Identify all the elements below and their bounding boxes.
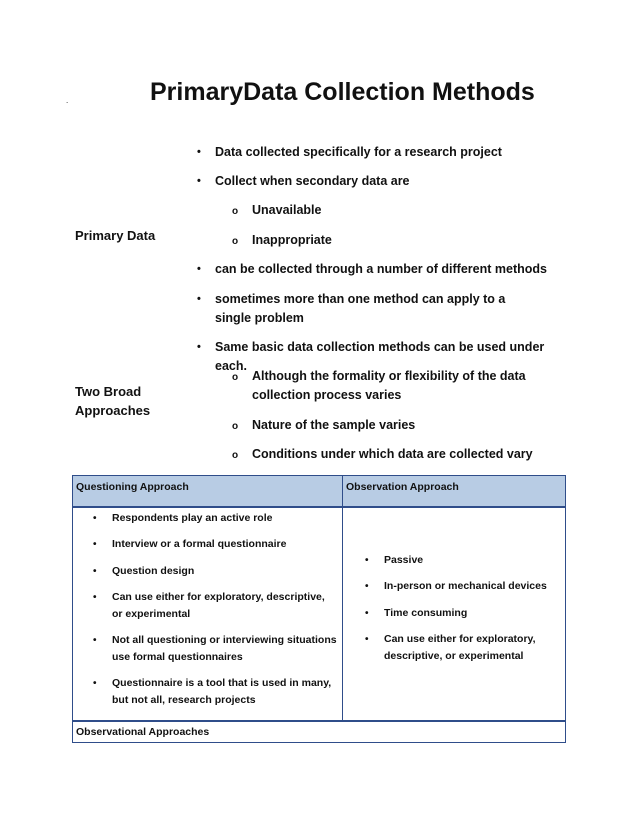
bullet-icon: •: [197, 263, 201, 275]
bullet-icon: •: [93, 678, 97, 689]
table-header-observation: Observation Approach: [343, 476, 565, 508]
table-header-questioning: Questioning Approach: [73, 476, 343, 508]
circle-bullet-icon: o: [232, 372, 239, 383]
bullet-icon: •: [197, 146, 201, 158]
page-title: PrimaryData Collection Methods: [150, 78, 535, 106]
bullet-icon: •: [365, 608, 369, 619]
bullet-icon: •: [197, 293, 201, 305]
bullet-icon: •: [197, 341, 201, 353]
list-item-text: Same basic data collection methods can be used under each.: [215, 340, 545, 373]
observation-column: [343, 508, 565, 720]
table-list-item-text: Question design: [112, 565, 195, 577]
bullet-icon: •: [197, 175, 201, 187]
sub-list-item-text: Inappropriate: [252, 233, 332, 247]
bullet-icon: •: [93, 513, 97, 524]
bullet-icon: •: [93, 635, 97, 646]
table-list-item-text: Time consuming: [384, 607, 468, 619]
list-item-text: Collect when secondary data are: [215, 174, 410, 188]
table-list-item-text: Interview or a formal questionnaire: [112, 538, 287, 550]
bullet-icon: •: [93, 592, 97, 603]
sub-list-item-text: Unavailable: [252, 203, 322, 217]
circle-bullet-icon: o: [232, 236, 239, 247]
circle-bullet-icon: o: [232, 206, 239, 217]
list-item-text: Data collected specifically for a research project: [215, 145, 502, 159]
list-item-text: can be collected through a number of different methods: [215, 262, 547, 276]
circle-bullet-icon: o: [232, 450, 239, 461]
table-list-item-text: Can use either for exploratory, descriptive, or experimental: [112, 591, 325, 620]
table-list-item-text: Not all questioning or interviewing situations use formal questionnaires: [112, 634, 337, 663]
table-list-item-text: In-person or mechanical devices: [384, 580, 547, 592]
bullet-icon: •: [93, 566, 97, 577]
sub-list-item-text: Although the formality or flexibility of the data collection process varies: [252, 369, 526, 402]
table-list-item-text: Respondents play an active role: [112, 512, 273, 524]
bullet-icon: •: [365, 555, 369, 566]
questioning-column: [73, 508, 343, 720]
table-list-item-text: Questionnaire is a tool that is used in many, but not all, research projects: [112, 677, 332, 706]
bullet-icon: •: [365, 581, 369, 592]
approach-table: [72, 475, 566, 743]
circle-bullet-icon: o: [232, 421, 239, 432]
table-list-item-text: Can use either for exploratory, descriptive, or experimental: [384, 633, 536, 662]
table-footer-row: Observational Approaches: [73, 720, 565, 742]
bullet-icon: •: [93, 539, 97, 550]
sub-list-item-text: Nature of the sample varies: [252, 418, 416, 432]
primary-data-label: Primary Data: [75, 228, 156, 243]
stray-mark: .: [66, 96, 69, 105]
approaches-label: Approaches: [75, 403, 151, 418]
sub-list-item-text: Conditions under which data are collected vary: [252, 447, 533, 461]
list-item-text: sometimes more than one method can apply to a single problem: [215, 292, 506, 325]
table-list-item-text: Passive: [384, 554, 424, 566]
two-broad-label: Two Broad: [75, 384, 142, 399]
bullet-icon: •: [365, 634, 369, 645]
